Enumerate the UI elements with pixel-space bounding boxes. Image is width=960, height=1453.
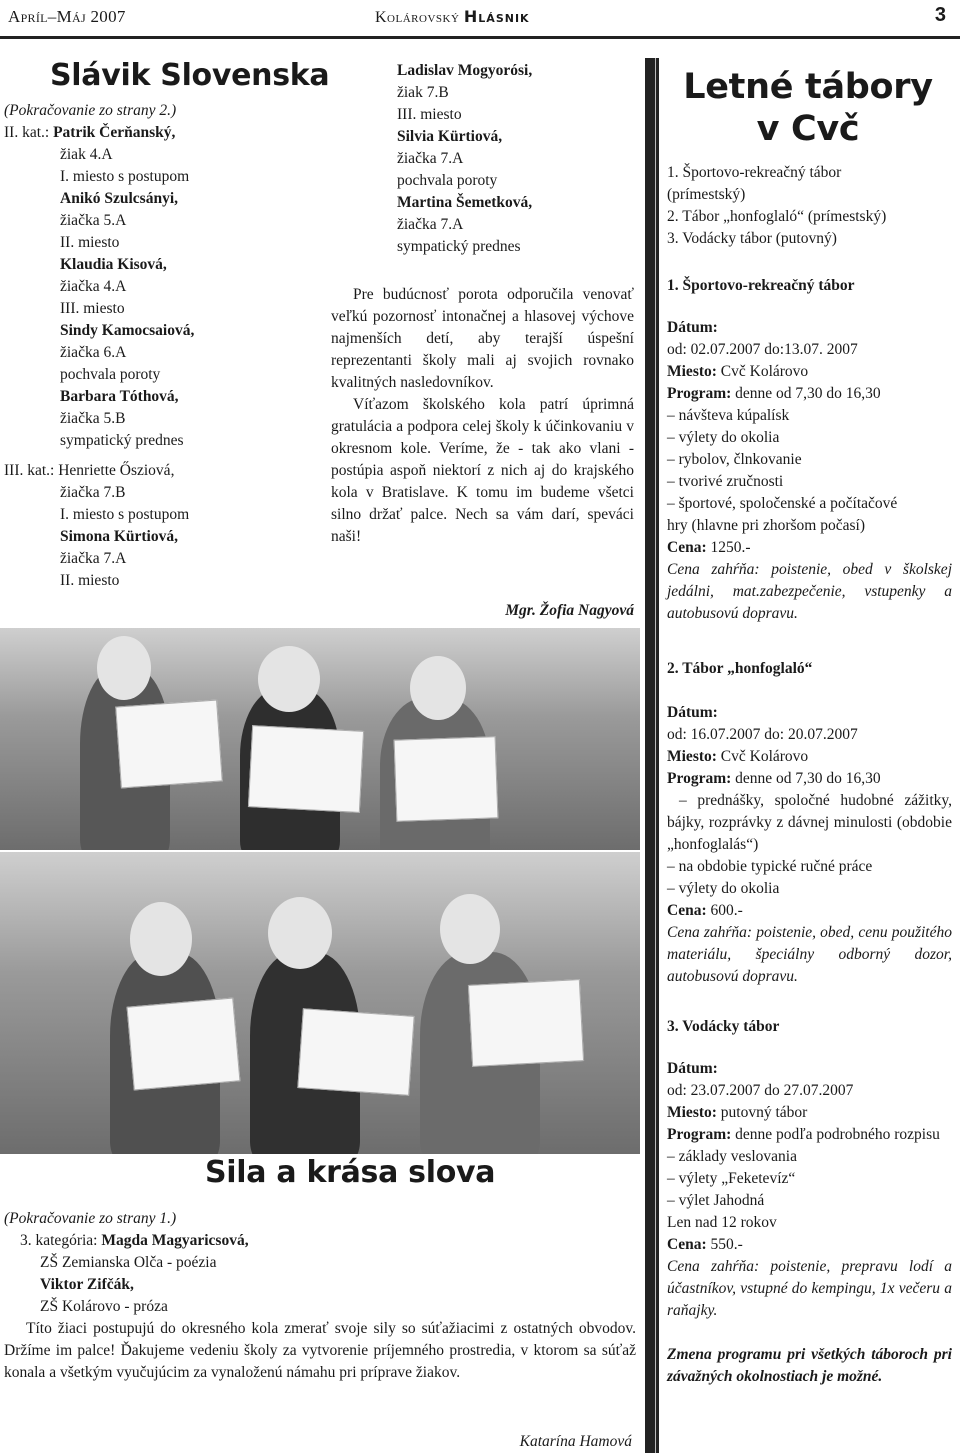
tabor-1-note: Cena zahŕňa: poistenie, obed v školskej jedálni, mat.zabezpečenie, vstupenky a autobusovú dopravu. bbox=[667, 561, 952, 622]
cena-value: 550.- bbox=[710, 1236, 743, 1253]
result-line: Ladislav Mogyorósi, bbox=[397, 62, 533, 79]
tabor-3-cena bbox=[667, 1234, 952, 1256]
activity-item: – výlet Jahodná bbox=[667, 1192, 765, 1209]
result-line: žiačka 7.A bbox=[397, 150, 464, 167]
sila-category: 3. kategória: bbox=[20, 1232, 98, 1249]
slavik-cat2-class: žiak 4.A bbox=[60, 146, 113, 163]
tabor-3-program bbox=[667, 1124, 952, 1146]
photo-three-children-trophy bbox=[0, 852, 640, 1154]
page-number: 3 bbox=[934, 4, 946, 26]
miesto-label: Miesto: bbox=[667, 363, 717, 380]
slavik-cat2 bbox=[4, 122, 304, 144]
cat2-label: II. kat.: bbox=[4, 124, 50, 141]
tabory-title bbox=[663, 66, 953, 150]
activity-item: – tvorivé zručnosti bbox=[667, 473, 784, 490]
sila-continued: (Pokračovanie zo strany 1.) bbox=[4, 1210, 177, 1227]
header-title-bold: Hlásnik bbox=[463, 7, 530, 26]
tabor-1-miesto bbox=[667, 361, 952, 383]
activity-item: – základy veslovania bbox=[667, 1148, 797, 1165]
sila-article bbox=[4, 1208, 636, 1384]
spacer bbox=[667, 297, 952, 317]
tabor-1-activities bbox=[667, 405, 952, 515]
overview-item: (prímestský) bbox=[667, 186, 746, 203]
result-line: I. miesto s postupom bbox=[60, 506, 190, 523]
cena-label: Cena: bbox=[667, 1236, 707, 1253]
program-value: denne od 7,30 do 16,30 bbox=[735, 385, 881, 402]
result-line: žiačka 7.A bbox=[397, 216, 464, 233]
sila-title: Sila a krása slova bbox=[205, 1155, 496, 1190]
overview-item: 3. Vodácky tábor (putovný) bbox=[667, 230, 837, 247]
tabor-2-cena bbox=[667, 900, 952, 922]
tabor-3-datum: od: 23.07.2007 do 27.07.2007 bbox=[667, 1082, 854, 1099]
result-line: III. miesto bbox=[397, 106, 462, 123]
slavik-cat3 bbox=[4, 460, 304, 482]
result-line: pochvala poroty bbox=[60, 366, 161, 383]
result-line: Anikó Szulcsányi, bbox=[60, 190, 179, 207]
sila-line-1 bbox=[4, 1230, 636, 1252]
result-line: žiačka 5.A bbox=[60, 212, 127, 229]
tabor-2-item-3: – výlety do okolia bbox=[667, 880, 780, 897]
header-newspaper-title bbox=[375, 6, 530, 29]
miesto-value: Cvč Kolárovo bbox=[720, 363, 809, 380]
tabor-2-note: Cena zahŕňa: poistenie, obed, cenu použitého materiálu, špeciálny odborný dozor, autobusovú dopravu. bbox=[667, 924, 952, 985]
sila-name-1: Magda Magyaricsová, bbox=[101, 1232, 249, 1249]
photo-three-children-certificates bbox=[0, 628, 640, 850]
tabor-1-datum: od: 02.07.2007 do:13.07. 2007 bbox=[667, 341, 858, 358]
tabor-3-age: Len nad 12 rokov bbox=[667, 1214, 777, 1231]
sila-line-4: ZŠ Kolárovo - próza bbox=[40, 1298, 168, 1315]
program-value: denne podľa podrobného rozpisu bbox=[735, 1126, 940, 1143]
activity-item: – návšteva kúpalísk bbox=[667, 407, 790, 424]
result-line: III. miesto bbox=[60, 300, 125, 317]
slavik-continued: (Pokračovanie zo strany 2.) bbox=[4, 102, 177, 119]
tabor-2-heading: 2. Tábor „honfoglaló“ bbox=[667, 660, 813, 677]
miesto-label: Miesto: bbox=[667, 1104, 717, 1121]
slavik-column-1 bbox=[4, 100, 304, 592]
tabor-3 bbox=[667, 1016, 952, 1388]
tabory-title-line-2: v Cvč bbox=[756, 109, 860, 149]
miesto-value: putovný tábor bbox=[720, 1104, 808, 1121]
spacer bbox=[4, 452, 304, 460]
tabor-2-miesto bbox=[667, 746, 952, 768]
tabor-1-heading: 1. Športovo-rekreačný tábor bbox=[667, 277, 855, 294]
overview-item: 1. Športovo-rekreačný tábor bbox=[667, 164, 842, 181]
program-label: Program: bbox=[667, 770, 732, 787]
result-line: žiačka 7.A bbox=[60, 550, 127, 567]
slavik-author: Mgr. Žofia Nagyová bbox=[505, 602, 634, 619]
cat3-name: Henriette Ősziová, bbox=[58, 462, 175, 479]
tabor-1 bbox=[667, 275, 952, 625]
result-line: žiačka 6.A bbox=[60, 344, 127, 361]
activity-item: – rybolov, člnkovanie bbox=[667, 451, 802, 468]
tabory-title-line-1: Letné tábory bbox=[683, 67, 933, 107]
slavik-paragraph-2: Víťazom školského kola patrí úprimná gratulácia a podpora celej školy k účinkovaniu v okresnom kole. Veríme, že - tak ako vlani - postúpia aspoň niektorí z nich aj do krajského kola v Bratislave. K tomu im budeme všetci silno držať palce. Nech sa vám darí, speváci naši! bbox=[331, 396, 634, 545]
cena-value: 600.- bbox=[710, 902, 743, 919]
result-line: Barbara Tóthová, bbox=[60, 388, 179, 405]
miesto-label: Miesto: bbox=[667, 748, 717, 765]
result-line: sympatický prednes bbox=[60, 432, 184, 449]
tabor-1-datum-label: Dátum: bbox=[667, 319, 718, 336]
result-line: Sindy Kamocsaiová, bbox=[60, 322, 195, 339]
tabor-3-miesto bbox=[667, 1102, 952, 1124]
sila-line-2: ZŠ Zemianska Olča - poézia bbox=[40, 1254, 217, 1271]
miesto-value: Cvč Kolárovo bbox=[720, 748, 809, 765]
cat3-label: III. kat.: bbox=[4, 462, 55, 479]
activity-item: – výlety do okolia bbox=[667, 429, 780, 446]
overview-item: 2. Tábor „honfoglaló“ (prímestský) bbox=[667, 208, 887, 225]
cat2-name: Patrik Čerňanský, bbox=[53, 124, 176, 141]
tabor-3-note: Cena zahŕňa: poistenie, prepravu lodí a účastníkov, vstupné do kempingu, 1x večeru a raňajky. bbox=[667, 1258, 952, 1319]
tabory-overview bbox=[667, 162, 952, 250]
result-line: Klaudia Kisová, bbox=[60, 256, 167, 273]
cena-label: Cena: bbox=[667, 902, 707, 919]
slavik-paragraphs bbox=[331, 284, 634, 548]
spacer bbox=[667, 680, 952, 702]
tabor-1-program bbox=[667, 383, 952, 405]
header-title-prefix: Kolárovský bbox=[375, 9, 460, 26]
tabor-2-datum: od: 16.07.2007 do: 20.07.2007 bbox=[667, 726, 858, 743]
spacer bbox=[667, 1038, 952, 1058]
result-line: Martina Šemetková, bbox=[397, 194, 533, 211]
result-line: II. miesto bbox=[60, 572, 120, 589]
tabor-2-program bbox=[667, 768, 952, 790]
tabor-2 bbox=[667, 658, 952, 988]
result-line: žiak 7.B bbox=[397, 84, 449, 101]
slavik-column-2 bbox=[397, 60, 642, 258]
activity-item: – výlety „Feketevíz“ bbox=[667, 1170, 796, 1187]
result-line: žiačka 4.A bbox=[60, 278, 127, 295]
program-label: Program: bbox=[667, 385, 732, 402]
result-line: pochvala poroty bbox=[397, 172, 498, 189]
header-rule bbox=[0, 36, 960, 39]
header-issue-date: Apríl–Máj 2007 bbox=[8, 7, 126, 26]
tabor-2-item-2: – na obdobie typické ručné práce bbox=[667, 858, 873, 875]
sila-author: Katarína Hamová bbox=[519, 1433, 632, 1450]
sila-line-3: Viktor Zifčák, bbox=[40, 1276, 134, 1293]
activity-item: – športové, spoločenské a počítačové bbox=[667, 495, 898, 512]
slavik-results-list bbox=[4, 166, 304, 452]
program-label: Program: bbox=[667, 1126, 732, 1143]
tabor-2-datum-label: Dátum: bbox=[667, 704, 718, 721]
slavik-results-list-3 bbox=[397, 60, 642, 258]
slavik-title: Slávik Slovenska bbox=[50, 58, 330, 93]
cena-value: 1250.- bbox=[710, 539, 751, 556]
tabory-change-note: Zmena programu pri všetkých táboroch pri závažných okolnostiach je možné. bbox=[667, 1346, 952, 1385]
tabor-3-datum-label: Dátum: bbox=[667, 1060, 718, 1077]
slavik-results-list-2 bbox=[4, 482, 304, 592]
result-line: Silvia Kürtiová, bbox=[397, 128, 503, 145]
sila-paragraph: Títo žiaci postupujú do okresného kola zmerať svoje sily so súťažiacimi z ostatných obvodov. Držíme im palce! Ďakujeme vedeniu školy za vytvorenie príjemného prostredia, v ktorom sa súťaž konala a všetkým vyučujúcim za vynaloženú námahu pri príprave žiakov. bbox=[4, 1320, 636, 1381]
tabor-2-item-1: – prednášky, spoločné hudobné zážitky, bájky, rozprávky z dávnej minulosti (obdobie „honfoglalás“) bbox=[667, 792, 952, 853]
result-line: I. miesto s postupom bbox=[60, 168, 190, 185]
tabor-3-activities bbox=[667, 1146, 952, 1212]
program-value: denne od 7,30 do 16,30 bbox=[735, 770, 881, 787]
tabor-3-heading: 3. Vodácky tábor bbox=[667, 1018, 780, 1035]
tabory-list bbox=[667, 162, 952, 250]
slavik-paragraph-1: Pre budúcnosť porota odporučila venovať veľkú pozornosť intonačnej a hlasovej výchove najmenších detí, aby terajší úspešní reprezentanti školy mali aj svojich rovnako kvalitných nasledovníkov. bbox=[331, 286, 634, 391]
result-line: sympatický prednes bbox=[397, 238, 521, 255]
tabor-1-cena bbox=[667, 537, 952, 559]
result-line: Simona Kürtiová, bbox=[60, 528, 178, 545]
cena-label: Cena: bbox=[667, 539, 707, 556]
result-line: žiačka 5.B bbox=[60, 410, 126, 427]
result-line: žiačka 7.B bbox=[60, 484, 126, 501]
result-line: II. miesto bbox=[60, 234, 120, 251]
tabor-1-items-tail: hry (hlavne pri zhoršom počasí) bbox=[667, 517, 865, 534]
